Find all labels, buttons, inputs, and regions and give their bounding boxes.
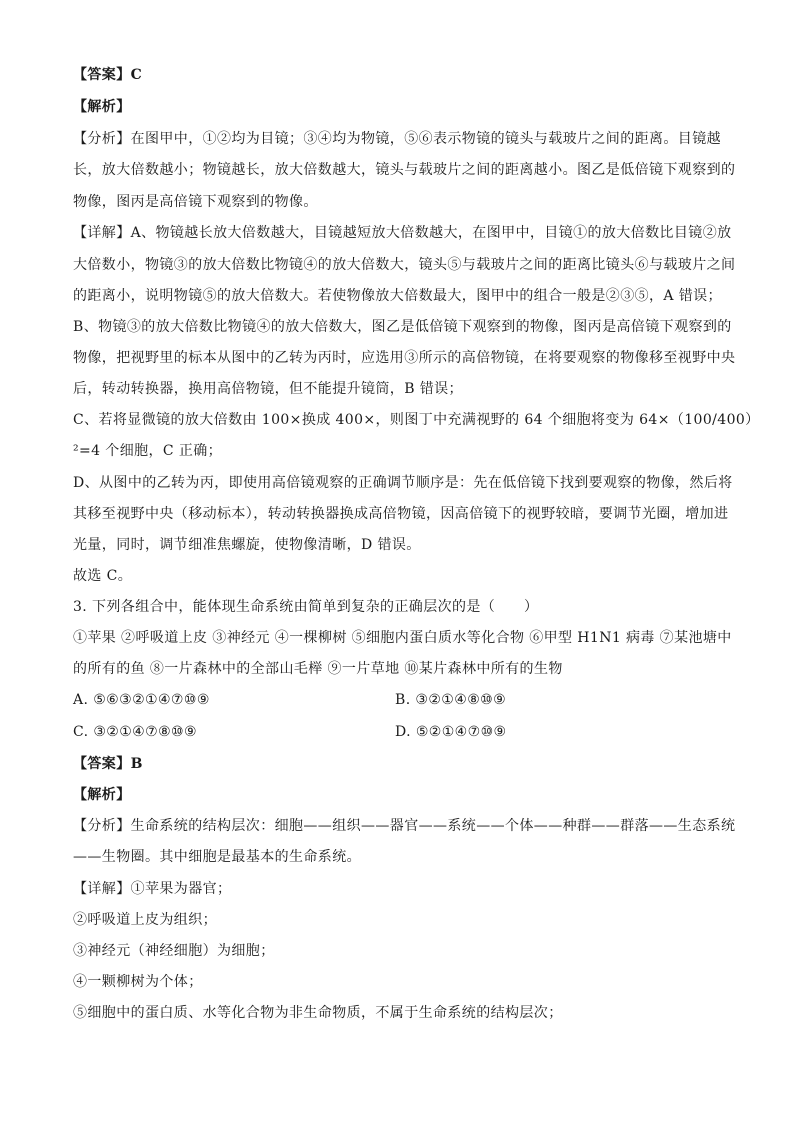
text-line: 物像，把视野里的标本从图中的乙转为丙时，应选用③所示的高倍物镜，在将要观察的物像移至视野中央 [73, 350, 736, 366]
analysis-heading: 【解析】 [73, 787, 131, 803]
text-line: ²=4 个细胞，C 正确； [73, 443, 223, 459]
text-line: 物像，图丙是高倍镜下观察到的物像。 [73, 194, 318, 210]
text-line: D、从图中的乙转为丙，即使用高倍镜观察的正确调节顺序是：先在低倍镜下找到要观察的物像，然后将 [73, 475, 733, 491]
option-a: A. ⑤⑥③②①④⑦⑩⑨ [73, 692, 210, 708]
option-c: C. ③②①④⑦⑧⑩⑨ [73, 724, 197, 740]
text-line: 【详解】①苹果为器官； [73, 881, 232, 897]
text-line: 【分析】在图甲中，①②均为目镜；③④均为物镜，⑤⑥表示物镜的镜头与载玻片之间的距离。目镜越 [73, 131, 721, 147]
text-line: 的距离小，说明物镜⑤的放大倍数大。若使物像放大倍数最大，图甲中的组合一般是②③⑤，A 错误； [73, 288, 722, 304]
question-title: 3. 下列各组合中，能体现生命系统由简单到复杂的正确层次的是（ ） [73, 599, 539, 615]
option-d: D. ⑤②①④⑦⑩⑨ [395, 724, 507, 740]
answer-label: 【答案】B [73, 756, 143, 772]
text-line: C、若将显微镜的放大倍数由 100×换成 400×，则图丁中充满视野的 64 个细胞将变为 64×（100/400） [73, 412, 760, 428]
text-line: 其移至视野中央（移动标本），转动转换器换成高倍物镜，因高倍镜下的视野较暗，要调节光圈，增加进 [73, 506, 729, 522]
text-line: ③神经元（神经细胞）为细胞； [73, 943, 275, 959]
option-b: B. ③②①④⑧⑩⑨ [395, 692, 507, 708]
text-line: 光量，同时，调节细准焦螺旋，使物像清晰，D 错误。 [73, 537, 421, 553]
analysis-heading: 【解析】 [73, 99, 131, 115]
text-line: B、物镜③的放大倍数比物镜④的放大倍数大，图乙是低倍镜下观察到的物像，图丙是高倍镜下观察到的 [73, 319, 732, 335]
text-line: ④一颗柳树为个体； [73, 974, 203, 990]
question-text: ①苹果 ②呼吸道上皮 ③神经元 ④一棵柳树 ⑤细胞内蛋白质水等化合物 ⑥甲型 H1N1 病毒 ⑦某池塘中 [73, 630, 732, 646]
question-text: 的所有的鱼 ⑧一片森林中的全部山毛榉 ⑨一片草地 ⑩某片森林中所有的生物 [73, 661, 563, 677]
answer-label: 【答案】C [73, 67, 143, 83]
text-line: 【详解】A、物镜越长放大倍数越大，目镜越短放大倍数越大，在图甲中，目镜①的放大倍数比目镜②放 [73, 225, 732, 241]
text-line: ②呼吸道上皮为组织； [73, 912, 217, 928]
text-line: 后，转动转换器，换用高倍物镜，但不能提升镜筒，B 错误； [73, 381, 463, 397]
text-line: 长，放大倍数越小；物镜越长，放大倍数越大，镜头与载玻片之间的距离越小。图乙是低倍镜下观察到的 [73, 162, 736, 178]
text-line: 【分析】生命系统的结构层次：细胞——组织——器官——系统——个体——种群——群落——生态系统 [73, 818, 736, 834]
text-line: ⑤细胞中的蛋白质、水等化合物为非生命物质，不属于生命系统的结构层次； [73, 1005, 563, 1021]
text-line: 大倍数小，物镜③的放大倍数比物镜④的放大倍数大，镜头⑤与载玻片之间的距离比镜头⑥与载玻片之间 [73, 257, 736, 273]
text-line: 故选 C。 [73, 568, 133, 584]
text-line: ——生物圈。其中细胞是最基本的生命系统。 [73, 849, 361, 865]
